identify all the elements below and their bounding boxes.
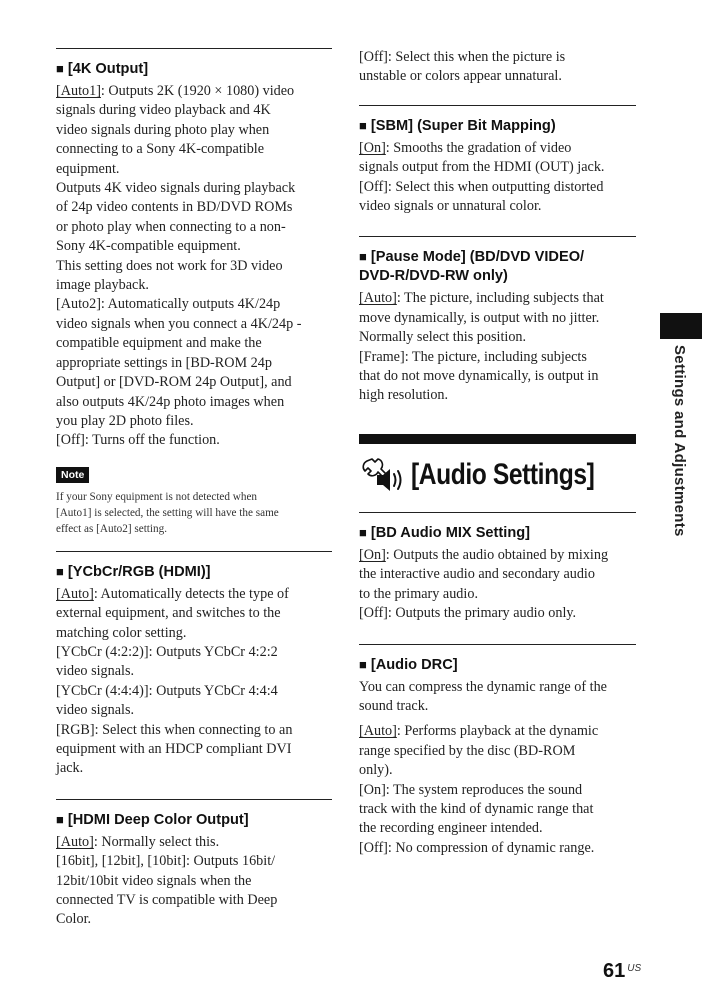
body-line: only). (359, 762, 393, 779)
body-line: signals output from the HDMI (OUT) jack. (359, 159, 605, 176)
section-sbm (359, 105, 636, 217)
body-line: [On]: Outputs the audio obtained by mixing (359, 546, 609, 563)
audio-settings-heading: [Audio Settings] (411, 457, 595, 491)
bullet-icon: ■ (359, 117, 367, 133)
body-line: [Off]: Outputs the primary audio only. (359, 605, 577, 622)
body-line: Color. (56, 911, 92, 928)
wrench-speaker-icon (359, 455, 411, 495)
section-audio-drc (359, 644, 636, 859)
page-number-value: 61 (603, 960, 626, 982)
body-line: you play 2D photo files. (56, 412, 194, 429)
section-heading: ■ [YCbCr/RGB (HDMI)] (56, 563, 211, 580)
section-ycbcr-rgb (56, 551, 332, 779)
body-line: of 24p video contents in BD/DVD ROMs (56, 199, 293, 216)
body-line: compatible equipment and make the (56, 335, 262, 352)
section-heading: ■ [Audio DRC] (359, 656, 458, 673)
body-line: [RGB]: Select this when connecting to an (56, 721, 293, 738)
section-heading: ■ [SBM] (Super Bit Mapping) (359, 117, 556, 134)
body-line: This setting does not work for 3D video (56, 257, 283, 274)
section-4k-output (56, 48, 332, 451)
body-line: [Auto]: The picture, including subjects that (359, 290, 604, 307)
body-line: Sony 4K-compatible equipment. (56, 238, 241, 255)
bullet-icon: ■ (359, 249, 367, 265)
thick-divider (359, 434, 636, 444)
body-line: 12bit/10bit video signals when the (56, 872, 252, 889)
body-line: [Frame]: The picture, including subjects (359, 348, 587, 365)
body-line: [Off]: Select this when the picture is (359, 49, 566, 65)
section-hdmi-deep-color (56, 799, 332, 930)
body-line: [Off]: Turns off the function. (56, 432, 220, 449)
body-line: Output] or [DVD-ROM 24p Output], and (56, 374, 292, 391)
body-line: equipment. (56, 160, 120, 177)
section-heading: ■ [4K Output] (56, 61, 149, 77)
body-line: to the primary audio. (359, 585, 478, 602)
body-line: equipment with an HDCP compliant DVI (56, 740, 292, 757)
body-line: unstable or colors appear unnatural. (359, 68, 562, 85)
section-heading: ■ [BD Audio MIX Setting] (359, 524, 531, 541)
body-line: [16bit], [12bit], [10bit]: Outputs 16bit/ (56, 853, 276, 870)
note-line: [Auto1] is selected, the setting will have the same (56, 506, 279, 519)
body-line: [On]: The system reproduces the sound (359, 781, 583, 798)
page-region: US (627, 963, 642, 974)
right-column (359, 48, 636, 872)
note-line: effect as [Auto2] setting. (56, 522, 168, 535)
note-line: If your Sony equipment is not detected when (56, 490, 258, 503)
body-line: range specified by the disc (BD-ROM (359, 742, 576, 759)
body-line: video signals. (56, 702, 135, 719)
body-line: video signals or unnatural color. (359, 198, 542, 215)
chapter-tab-label: Settings and Adjustments (671, 345, 688, 537)
body-line: image playback. (56, 277, 149, 294)
body-line: also outputs 4K/24p photo images when (56, 393, 285, 410)
body-line: [Auto1]: Outputs 2K (1920 × 1080) video (56, 83, 295, 99)
body-line: Normally select this position. (359, 329, 527, 346)
body-line: [Off]: Select this when outputting distorted (359, 178, 604, 195)
body-line: video signals when you connect a 4K/24p - (56, 315, 302, 332)
body-line: that do not move dynamically, is output in (359, 368, 599, 385)
body-line: connecting to a Sony 4K-compatible (56, 141, 265, 158)
body-line: [YCbCr (4:2:2)]: Outputs YCbCr 4:2:2 (56, 643, 278, 660)
body-line: connected TV is compatible with Deep (56, 892, 278, 908)
body-line: Outputs 4K video signals during playback (56, 180, 296, 197)
body-line: or photo play when connecting to a non- (56, 218, 286, 235)
body-line: [On]: Smooths the gradation of video (359, 139, 572, 156)
body-line: the interactive audio and secondary audio (359, 566, 595, 583)
body-line: [Auto2]: Automatically outputs 4K/24p (56, 296, 281, 313)
bullet-icon: ■ (56, 563, 64, 579)
body-line: You can compress the dynamic range of the (359, 678, 607, 695)
bullet-icon: ■ (56, 811, 64, 827)
left-column (56, 48, 332, 944)
body-line: [YCbCr (4:4:4)]: Outputs YCbCr 4:4:4 (56, 682, 278, 699)
body-line: [Auto]: Performs playback at the dynamic (359, 723, 599, 740)
body-line: video signals during photo play when (56, 121, 270, 138)
bullet-icon: ■ (359, 524, 367, 540)
bullet-icon: ■ (56, 61, 64, 76)
body-line: [Auto]: Automatically detects the type of (56, 585, 289, 602)
chapter-tab-marker (660, 313, 702, 339)
section-pause-mode (359, 236, 636, 405)
body-line: external equipment, and switches to the (56, 605, 281, 622)
note-box (56, 465, 332, 537)
audio-settings-title (359, 454, 636, 496)
body-line: video signals. (56, 663, 135, 680)
body-line: jack. (56, 760, 84, 777)
body-line: signals during video playback and 4K (56, 102, 271, 119)
body-line: the recording engineer intended. (359, 820, 543, 837)
note-text (56, 489, 332, 537)
audio-settings-block (359, 434, 636, 496)
page-number (603, 960, 641, 983)
body-line: matching color setting. (56, 624, 187, 641)
note-badge: Note (56, 467, 89, 483)
section-heading: ■ [HDMI Deep Color Output] (56, 811, 249, 828)
body-line: sound track. (359, 697, 429, 714)
body-line: [Auto]: Normally select this. (56, 833, 220, 850)
section-bd-audio-mix (359, 512, 636, 624)
section-heading: ■ [Pause Mode] (BD/DVD VIDEO/ DVD-R/DVD-RW only) (359, 249, 585, 285)
bullet-icon: ■ (359, 656, 367, 672)
section-off-continued (359, 48, 636, 87)
body-line: [Off]: No compression of dynamic range. (359, 839, 595, 856)
body-line: move dynamically, is output with no jitter. (359, 309, 600, 326)
body-line: appropriate settings in [BD-ROM 24p (56, 354, 272, 371)
body-line: track with the kind of dynamic range that (359, 800, 594, 817)
body-line: high resolution. (359, 387, 449, 404)
